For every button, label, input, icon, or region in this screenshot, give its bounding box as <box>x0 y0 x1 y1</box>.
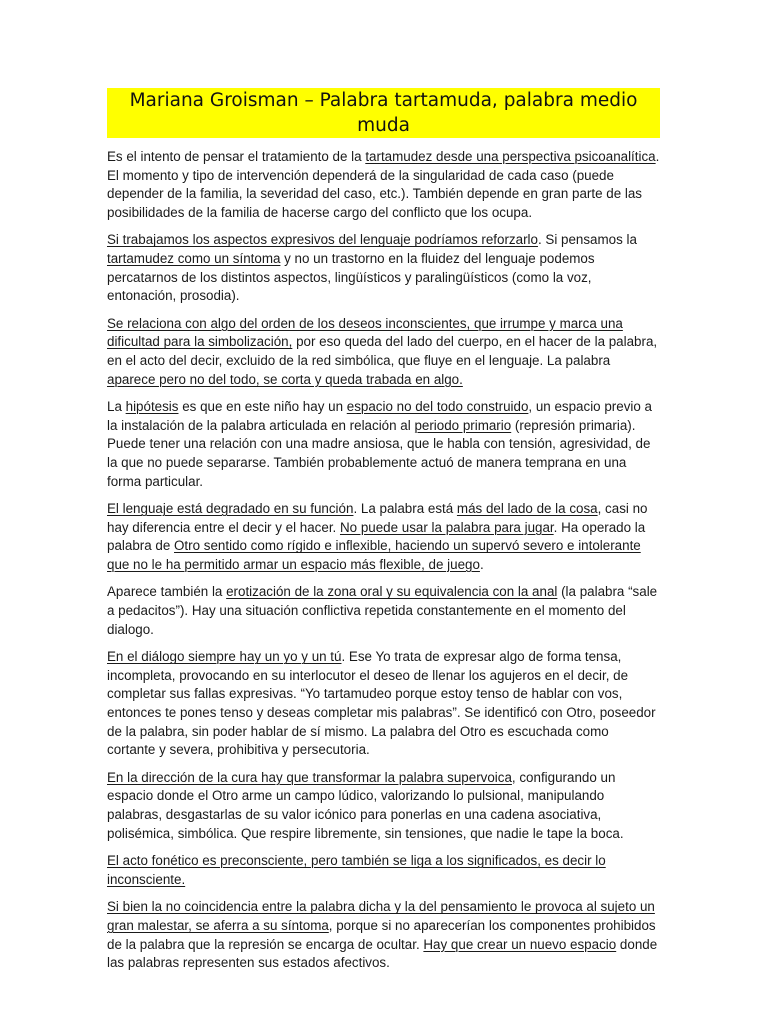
paragraph-text: Es el intento de pensar el tratamiento de la <box>107 149 366 164</box>
underlined-text: Hay que crear un nuevo espacio <box>423 936 617 952</box>
paragraph-text: . Si pensamos la <box>537 232 637 248</box>
paragraph-text: , casi no hay diferencia entre el decir y el hacer. <box>107 501 648 535</box>
paragraph-text: . Ese Yo trata de expresar algo de forma tensa, incompleta, provocando en su interlocutor el deseo de llenar los agujeros en el decir, de completar sus fallas expresivas. “Yo tartamudeo porque estoy tenso de hablar con vos, entonces te pones tenso y deseas completar mis palabras”. Se identificó con Otro, poseedor de la palabra, sin poder hablar de sí mismo. La palabra del Otro es escuchada como cortante y severa, prohibitiva y persecutoria. <box>107 649 656 758</box>
underlined-text: más del lado de la cosa <box>456 501 598 517</box>
underlined-text: Se relaciona con algo del orden de los deseos inconscientes, que irrumpe y marca una dificultad para la simbolización, <box>107 315 623 350</box>
underlined-text: tartamudez desde una perspectiva psicoanalítica <box>365 149 656 164</box>
paragraph-text: y no un trastorno en la fluidez del lenguaje podemos percatarnos de los distintos aspectos, lingüísticos y paralingüísticos (como la voz, entonación, prosodia). <box>107 250 595 304</box>
paragraph-text: (represión primaria). Puede tener una relación con una madre ansiosa, que le habla con tensión, agresividad, de la que no puede separarse. También probablemente actuó de manera temprana en una forma particular. <box>107 417 651 489</box>
underlined-text: El lenguaje está degradado en su función <box>107 501 354 517</box>
paragraph-text: La <box>107 399 126 415</box>
underlined-text: espacio no del todo construido <box>346 399 529 415</box>
underlined-text: erotización de la zona oral y su equivalencia con la anal <box>226 584 558 600</box>
paragraph-text: , porque si no aparecerían los componentes prohibidos de la palabra que la represión se encarga de ocultar. <box>107 917 656 952</box>
paragraph-text: por eso queda del lado del cuerpo, en el hacer de la palabra, en el acto del decir, excluido de la red simbólica, que fluye en el lenguaje. La palabra <box>107 334 658 368</box>
underlined-text: En el diálogo siempre hay un yo y un tú <box>107 649 342 665</box>
body-paragraph <box>107 583 660 639</box>
body-paragraph <box>107 148 660 222</box>
document-title: Mariana Groisman – Palabra tartamuda, palabra medio muda <box>107 88 660 138</box>
paragraph-text: donde las palabras representen sus estados afectivos. <box>107 936 658 971</box>
underlined-text: En la dirección de la cura hay que transformar la palabra supervoica <box>107 769 512 785</box>
body-paragraph <box>107 898 660 972</box>
paragraph-text: . La palabra está <box>353 501 457 517</box>
underlined-text: El acto fonético es preconsciente, pero también se liga a los significados, es decir lo inconsciente. <box>107 853 606 887</box>
body-paragraph <box>107 769 660 843</box>
paragraph-text: es que en este niño hay un <box>178 399 347 415</box>
title-container <box>107 88 660 138</box>
body-paragraph <box>107 500 660 574</box>
underlined-text: tartamudez como un síntoma <box>107 250 281 266</box>
underlined-text: Si bien la no coincidencia entre la palabra dicha y la del pensamiento le provoca al sujeto un gran malestar, se aferra a su síntoma <box>107 899 655 933</box>
paragraph-text: . Ha operado la palabra de <box>107 519 646 554</box>
document-body <box>107 148 660 973</box>
underlined-text: periodo primario <box>414 417 512 433</box>
underlined-text: No puede usar la palabra para jugar <box>339 519 554 535</box>
body-paragraph <box>107 852 660 889</box>
underlined-text: hipótesis <box>125 399 179 415</box>
paragraph-text: , configurando un espacio donde el Otro arme un campo lúdico, valorizando lo pulsional, manipulando palabras, desgastarlas de su valor icónico para ponerlas en una cadena asociativa, polisémica, simbólica. Que respire libremente, sin tensiones, que nadie le tape la boca. <box>107 769 624 841</box>
body-paragraph <box>107 398 660 491</box>
paragraph-text: , un espacio previo a la instalación de la palabra articulada en relación al <box>107 399 652 433</box>
underlined-text: aparece pero no del todo, se corta y queda trabada en algo. <box>107 371 463 387</box>
paragraph-text: Aparece también la <box>107 584 227 600</box>
body-paragraph <box>107 648 660 760</box>
body-paragraph <box>107 315 660 389</box>
paragraph-text: (la palabra “sale a pedacitos”). Hay una situación conflictiva repetida constantemente en el momento del dialogo. <box>107 584 658 637</box>
paragraph-text: . <box>479 556 484 572</box>
underlined-text: Otro sentido como rígido e inflexible, haciendo un supervó severo e intolerante que no le ha permitido armar un espacio más flexible, de juego <box>107 538 641 572</box>
paragraph-text: . El momento y tipo de intervención dependerá de la singularidad de cada caso (puede depender de la familia, la severidad del caso, etc.). También depende en gran parte de las posibilidades de la familia de hacerse cargo del conflicto que los ocupa. <box>107 149 660 220</box>
underlined-text: Si trabajamos los aspectos expresivos del lenguaje podríamos reforzarlo <box>107 232 538 248</box>
body-paragraph <box>107 231 660 305</box>
